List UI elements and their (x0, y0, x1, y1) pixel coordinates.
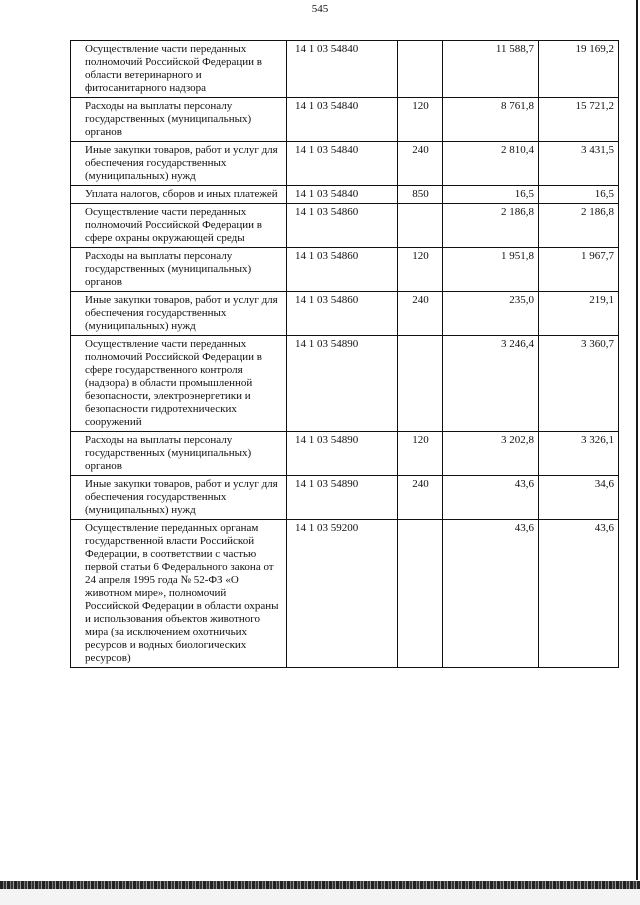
cell-expense-type (398, 41, 443, 98)
cell-value-2: 43,6 (539, 520, 619, 668)
cell-expense-type (398, 336, 443, 432)
budget-table (70, 40, 619, 668)
cell-value-1: 8 761,8 (443, 98, 539, 142)
cell-code: 14 1 03 54860 (287, 204, 398, 248)
table-row (71, 41, 619, 98)
cell-code: 14 1 03 54840 (287, 186, 398, 204)
table-row (71, 186, 619, 204)
cell-value-2: 3 326,1 (539, 432, 619, 476)
cell-name: Иные закупки товаров, работ и услуг для обеспечения государственных (муниципальных) нужд (71, 292, 287, 336)
cell-code: 14 1 03 59200 (287, 520, 398, 668)
cell-expense-type: 120 (398, 98, 443, 142)
table-row (71, 336, 619, 432)
cell-code: 14 1 03 54860 (287, 248, 398, 292)
cell-expense-type: 850 (398, 186, 443, 204)
cell-name: Расходы на выплаты персоналу государственных (муниципальных) органов (71, 432, 287, 476)
cell-expense-type: 240 (398, 292, 443, 336)
cell-value-2: 1 967,7 (539, 248, 619, 292)
cell-name: Расходы на выплаты персоналу государственных (муниципальных) органов (71, 248, 287, 292)
cell-code: 14 1 03 54840 (287, 142, 398, 186)
cell-value-2: 15 721,2 (539, 98, 619, 142)
cell-name: Осуществление части переданных полномочий Российской Федерации в сфере государственного контроля (надзора) в области промышленной безопасности, электроэнергетики и безопасности гидротехнических сооружений (71, 336, 287, 432)
cell-value-1: 16,5 (443, 186, 539, 204)
cell-name: Иные закупки товаров, работ и услуг для обеспечения государственных (муниципальных) нужд (71, 142, 287, 186)
cell-value-2: 19 169,2 (539, 41, 619, 98)
cell-expense-type: 240 (398, 476, 443, 520)
cell-code: 14 1 03 54860 (287, 292, 398, 336)
table-row (71, 204, 619, 248)
table-row (71, 476, 619, 520)
cell-value-1: 2 186,8 (443, 204, 539, 248)
cell-value-1: 43,6 (443, 520, 539, 668)
scan-border (636, 0, 638, 880)
cell-code: 14 1 03 54890 (287, 336, 398, 432)
cell-value-2: 3 360,7 (539, 336, 619, 432)
cell-expense-type: 120 (398, 432, 443, 476)
cell-expense-type: 120 (398, 248, 443, 292)
table-row (71, 432, 619, 476)
cell-name: Расходы на выплаты персоналу государственных (муниципальных) органов (71, 98, 287, 142)
cell-expense-type (398, 204, 443, 248)
cell-value-2: 2 186,8 (539, 204, 619, 248)
cell-value-1: 3 246,4 (443, 336, 539, 432)
cell-expense-type (398, 520, 443, 668)
cell-value-1: 2 810,4 (443, 142, 539, 186)
table-row (71, 98, 619, 142)
cell-value-1: 3 202,8 (443, 432, 539, 476)
cell-code: 14 1 03 54840 (287, 41, 398, 98)
scan-bottom-edge (0, 881, 640, 889)
cell-expense-type: 240 (398, 142, 443, 186)
cell-code: 14 1 03 54840 (287, 98, 398, 142)
cell-name: Иные закупки товаров, работ и услуг для обеспечения государственных (муниципальных) нужд (71, 476, 287, 520)
table-row (71, 292, 619, 336)
cell-name: Осуществление части переданных полномочий Российской Федерации в области ветеринарного и фитосанитарного надзора (71, 41, 287, 98)
cell-value-2: 16,5 (539, 186, 619, 204)
cell-value-2: 3 431,5 (539, 142, 619, 186)
cell-code: 14 1 03 54890 (287, 432, 398, 476)
table-row (71, 142, 619, 186)
table-row (71, 248, 619, 292)
cell-name: Уплата налогов, сборов и иных платежей (71, 186, 287, 204)
cell-value-1: 11 588,7 (443, 41, 539, 98)
table-row (71, 520, 619, 668)
cell-value-1: 43,6 (443, 476, 539, 520)
cell-value-2: 34,6 (539, 476, 619, 520)
cell-name: Осуществление части переданных полномочий Российской Федерации в сфере охраны окружающей среды (71, 204, 287, 248)
cell-value-1: 1 951,8 (443, 248, 539, 292)
page-number: 545 (311, 3, 329, 15)
cell-name: Осуществление переданных органам государственной власти Российской Федерации, в соответствии с частью первой статьи 6 Федерального закона от 24 апреля 1995 года № 52-ФЗ «О животном мире», полномочий Российской Федерации в области охраны и использования объектов животного мира (за исключением охотничьих ресурсов и водных биологических ресурсов) (71, 520, 287, 668)
cell-value-1: 235,0 (443, 292, 539, 336)
cell-value-2: 219,1 (539, 292, 619, 336)
cell-code: 14 1 03 54890 (287, 476, 398, 520)
scan-bottom-margin (0, 889, 640, 905)
